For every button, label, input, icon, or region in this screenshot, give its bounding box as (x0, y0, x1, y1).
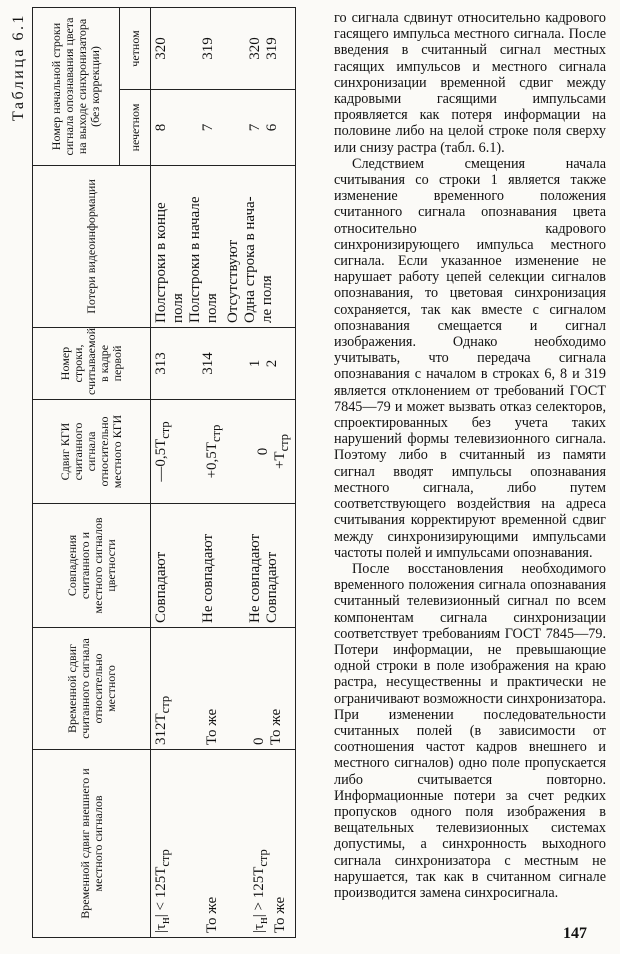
cell-shift: $|\tau_н| < 125T_{стр}$ То же $|\tau_н| > 125T_{стр}$ То же (151, 750, 296, 938)
header-shift: Временной сдвиг внешнего и местного сигналов (33, 750, 151, 938)
table-body-row (151, 7, 296, 937)
paragraph-1: го сигнала сдвинут относительно кадрового гасящего импульса местного сигнала. После введения в считанный сигнал местных гасящих импульсов и местного сигнала синхронизации временной сдвиг между кадровыми гасящими импульсами проявляется как потеря информации на половине либо на целой строке поля сверху или снизу растра (табл. 6.1). (334, 10, 606, 156)
header-color-match: Совпадения считанного и местного сигналов цветности (33, 504, 151, 628)
header-first-line: Номер строки, считываемой в кадре первой (33, 328, 151, 400)
data-table (32, 7, 296, 938)
header-losses: Потери видеоинформации (33, 166, 151, 328)
cell-odd: 8 7 7 6 (151, 90, 296, 166)
table-header-row (33, 7, 120, 937)
cell-losses: Полстроки в конце поля Полстроки в начале поля Отсутствуют Одна строка в нача- ле поля (151, 166, 296, 328)
body-text (334, 10, 606, 901)
header-kgi-shift: Сдвиг КГИ считанного сигнала относительно местного КГИ (33, 400, 151, 504)
cell-kgi-shift: $—0,5T_{стр}$ $+0,5T_{стр}$ 0 $+T_{стр}$ (151, 400, 296, 504)
header-odd: нечетном (120, 90, 151, 166)
rotated-table-block (6, 6, 322, 938)
header-time-shift: Временной сдвиг считанного сигнала относительно местного (33, 628, 151, 750)
cell-color-match: Совпадают Не совпадают Не совпадают Совпадают (151, 504, 296, 628)
paragraph-3: После восстановления необходимого временного положения сигнала опознавания считанный телевизионный сигнал по всем компонентам сигнала синхронизации соответствует требованиям ГОСТ 7845—79. Потери информации, не превышающие одной строки в поле изображения на краю растра, несущественны и практически не ограничивают возможности синхронизатора. При изменении последовательности считанных полей (в зависимости от соотношения частот кадров внешнего и местного сигналов) одно поле пропускается либо считывается повторно. Информационные потери за счет редких пропусков одного поля изображения в вещательных телевизионных системах допустимы, а синхронность выходного сигнала синхронизатора с местным не нарушается, так как в считанном сигнале производится замена синхросигнала. (334, 560, 607, 901)
paragraph-2: Следствием смещения начала считывания со строки 1 является также изменение временного положения считанного сигнала опознавания цвета относительно кадрового синхронизирующего импульса местного сигнала. Если указанное изменение не нарушает работу цепей селекции сигналов опознавания, то цветовая синхронизация сохраняется, так как вместе с сигналом опознавания смещается и сигнал изображения. Однако необходимо учитывать, что передача сигнала опознавания с началом в строках 6, 8 и 319 является отклонением от требований ГОСТ 7845—79 и может вызвать отказ селекторов, спроектированных без учета таких нарушений формы телевизионного сигнала. Поэтому либо в считанный из памяти сигнал вводят импульсы опознавания местного сигнала, либо путем соответствующего воздействия на адреса считывания корректируют временной сдвиг между синхронизирующими импульсами частоты полей и импульсами опознавания. (334, 155, 606, 561)
header-even: четном (120, 7, 151, 89)
header-start-line: Номер начальной строки сигнала опознавания цвета на выходе синхронизатора (без коррекции) (33, 7, 120, 165)
cell-even: 320 319 320 319 (151, 7, 296, 89)
page-number: 147 (563, 925, 587, 942)
cell-time-shift: $312T_{стр}$ То же 0 То же (151, 628, 296, 750)
table-title: Таблица 6.1 (10, 13, 27, 121)
cell-first-line: 313 314 1 2 (151, 328, 296, 400)
